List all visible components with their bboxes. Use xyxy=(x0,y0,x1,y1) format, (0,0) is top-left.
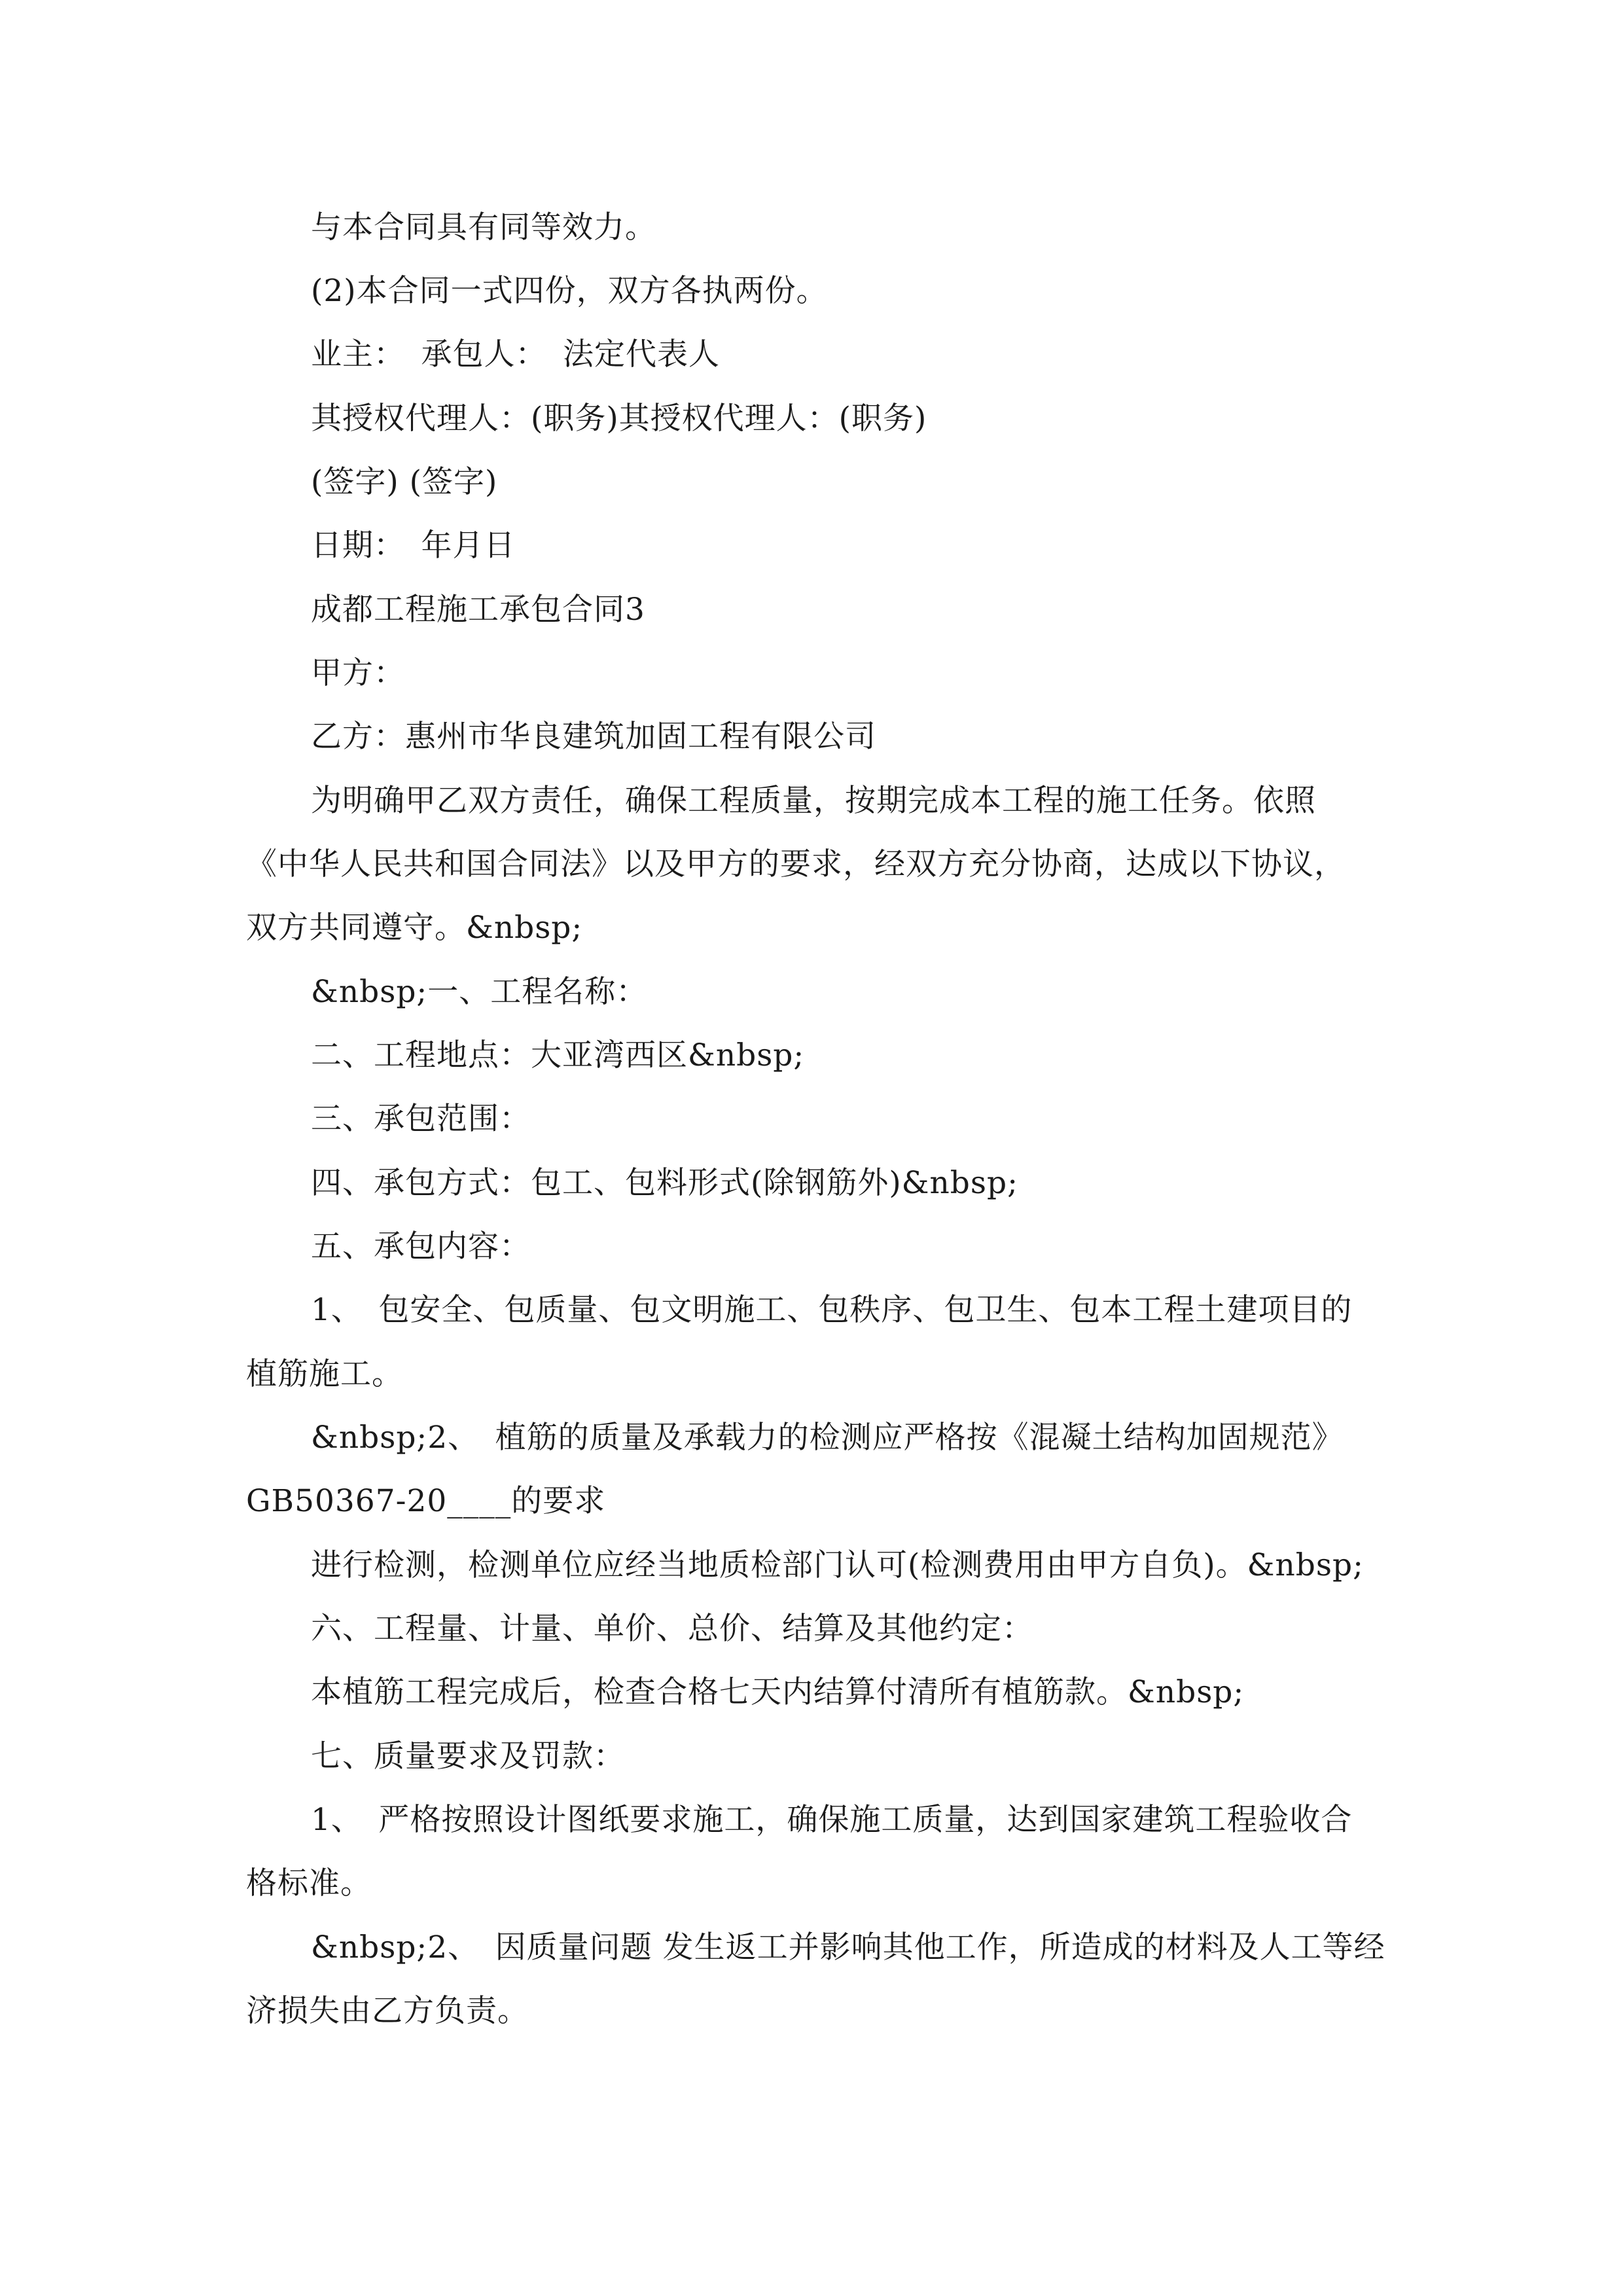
text-line: &nbsp;2、 因质量问题 发生返工并影响其他工作，所造成的材料及人工等经 xyxy=(311,1929,1385,1965)
text-line: 济损失由乙方负责。 xyxy=(246,1993,529,2029)
text-line: 1、 包安全、包质量、包文明施工、包秩序、包卫生、包本工程土建项目的 xyxy=(311,1292,1353,1328)
text-line: 与本合同具有同等效力。 xyxy=(311,209,656,245)
text-line: (2)本合同一式四份，双方各执两份。 xyxy=(311,273,828,309)
text-line: 本植筋工程完成后，检查合格七天内结算付清所有植筋款。&nbsp; xyxy=(311,1674,1245,1710)
text-line: 植筋施工。 xyxy=(246,1356,403,1392)
text-line: 二、工程地点：大亚湾西区&nbsp; xyxy=(311,1037,805,1073)
text-line: 三、承包范围： xyxy=(311,1101,531,1137)
text-line: 七、质量要求及罚款： xyxy=(311,1738,625,1774)
text-line: 为明确甲乙双方责任，确保工程质量，按期完成本工程的施工任务。依照 xyxy=(311,783,1316,819)
text-line: 四、承包方式：包工、包料形式(除钢筋外)&nbsp; xyxy=(311,1165,1018,1201)
text-line: 甲方： xyxy=(311,655,405,691)
text-line: 1、 严格按照设计图纸要求施工，确保施工质量，达到国家建筑工程验收合 xyxy=(311,1802,1353,1838)
text-line: GB50367-20____的要求 xyxy=(246,1483,606,1519)
text-line: 乙方：惠州市华良建筑加固工程有限公司 xyxy=(311,719,876,755)
text-line: 业主： 承包人： 法定代表人 xyxy=(311,336,720,372)
text-line: 《中华人民共和国合同法》以及甲方的要求，经双方充分协商，达成以下协议， xyxy=(246,846,1346,882)
text-line: 格标准。 xyxy=(246,1865,372,1901)
text-line: 双方共同遵守。&nbsp; xyxy=(246,910,583,946)
section-heading: 成都工程施工承包合同3 xyxy=(311,592,645,628)
text-line: 进行检测，检测单位应经当地质检部门认可(检测费用由甲方自负)。&nbsp; xyxy=(311,1547,1364,1583)
text-line: 五、承包内容： xyxy=(311,1229,531,1265)
text-line: 六、工程量、计量、单价、总价、结算及其他约定： xyxy=(311,1611,1033,1647)
text-line: 其授权代理人：(职务)其授权代理人：(职务) xyxy=(311,401,927,437)
text-line: &nbsp;2、 植筋的质量及承载力的检测应严格按《混凝土结构加固规范》 xyxy=(311,1420,1344,1456)
text-line: (签字) (签字) xyxy=(311,464,498,500)
text-line: 日期： 年月日 xyxy=(311,528,516,564)
text-line: &nbsp;一、工程名称： xyxy=(311,974,648,1010)
